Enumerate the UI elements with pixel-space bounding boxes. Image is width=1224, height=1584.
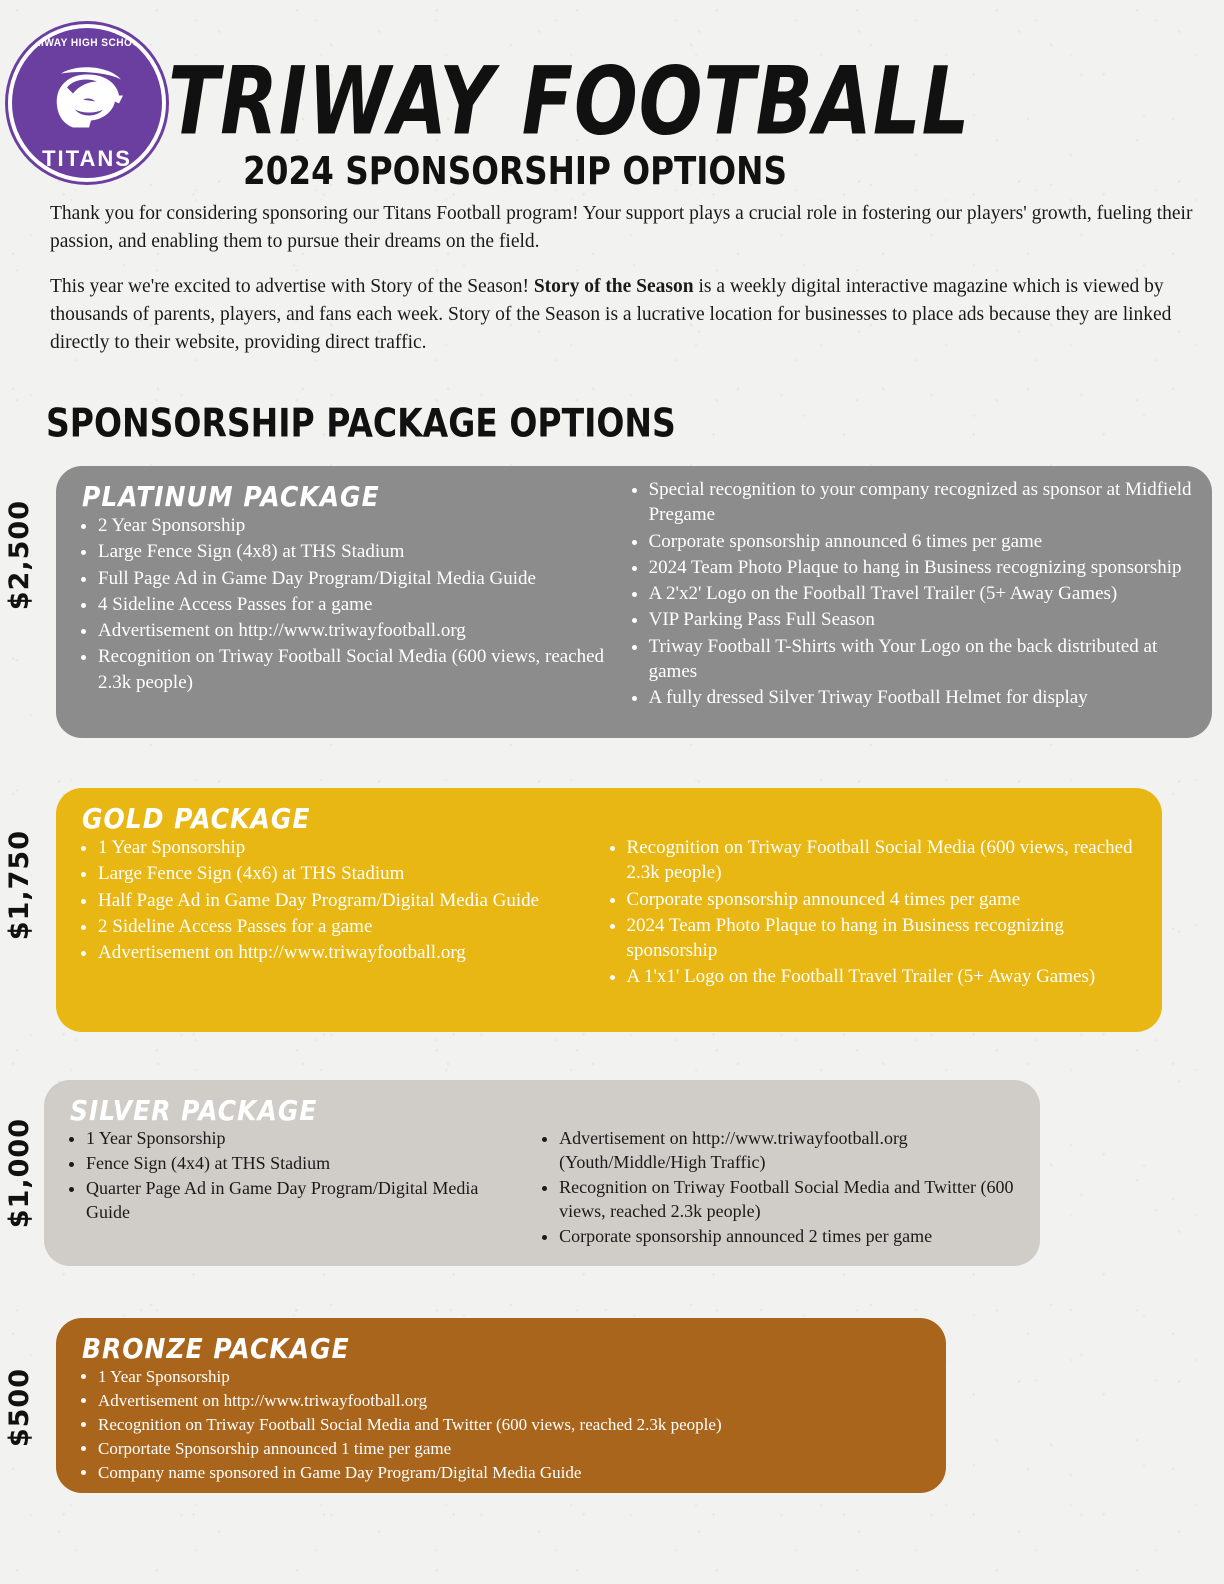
package-feature-item: • Advertisement on http://www.triwayfootball.org xyxy=(98,618,609,643)
page-subtitle: 2024 SPONSORSHIP OPTIONS xyxy=(243,148,787,194)
price-silver: $1,000 xyxy=(4,1118,35,1229)
intro-text xyxy=(50,200,1220,374)
package-feature-item: • Special recognition to your company recognized as sponsor at Midfield Pregame xyxy=(649,477,1192,528)
price-gold: $1,750 xyxy=(4,830,35,941)
package-feature-item: • Corporate sponsorship announced 2 times per game xyxy=(559,1225,1020,1249)
package-feature-item: • Recognition on Triway Football Social Media and Twitter (600 views, reached 2.3k people) xyxy=(98,1413,926,1436)
gold-features-right xyxy=(605,835,1142,991)
package-feature-item: • 2 Sideline Access Passes for a game xyxy=(98,914,587,939)
package-feature-item: • Recognition on Triway Football Social Media (600 views, reached 2.3k people) xyxy=(627,835,1142,886)
logo-top-text: TRIWAY HIGH SCHOOL xyxy=(26,37,148,49)
package-feature-item: • Triway Football T-Shirts with Your Logo on the back distributed at games xyxy=(649,634,1192,685)
package-feature-item: • Corportate Sponsorship announced 1 time per game xyxy=(98,1437,926,1460)
package-feature-item: • Full Page Ad in Game Day Program/Digital Media Guide xyxy=(98,566,609,591)
package-feature-item: • Large Fence Sign (4x6) at THS Stadium xyxy=(98,861,587,886)
page-header xyxy=(0,18,1224,194)
platinum-features-left xyxy=(76,513,609,711)
package-title-silver: SILVER PACKAGE xyxy=(70,1094,318,1127)
silver-columns xyxy=(64,1125,1020,1250)
package-feature-item: • Half Page Ad in Game Day Program/Digital Media Guide xyxy=(98,888,587,913)
package-feature-item: • Advertisement on http://www.triwayfootball.org (Youth/Middle/High Traffic) xyxy=(559,1127,1020,1175)
package-feature-item: • A 1'x1' Logo on the Football Travel Trailer (5+ Away Games) xyxy=(627,964,1142,989)
package-feature-item: • 2024 Team Photo Plaque to hang in Business recognizing sponsorship xyxy=(627,913,1142,964)
package-feature-item: • Fence Sign (4x4) at THS Stadium xyxy=(86,1152,519,1176)
bronze-features-left xyxy=(76,1365,926,1486)
package-title-platinum: PLATINUM PACKAGE xyxy=(82,480,380,513)
logo-bottom-text: TITANS xyxy=(42,146,132,171)
silver-features-right xyxy=(537,1127,1020,1250)
package-feature-item: • Recognition on Triway Football Social Media (600 views, reached 2.3k people) xyxy=(98,644,609,695)
package-feature-item: • 1 Year Sponsorship xyxy=(98,835,587,860)
package-feature-item: • Corporate sponsorship announced 6 times per game xyxy=(649,529,1192,554)
package-feature-item: • A 2'x2' Logo on the Football Travel Trailer (5+ Away Games) xyxy=(649,581,1192,606)
package-feature-item: • Large Fence Sign (4x8) at THS Stadium xyxy=(98,539,609,564)
gold-features-left xyxy=(76,835,587,991)
package-card-gold xyxy=(56,788,1162,1032)
bronze-columns xyxy=(76,1363,926,1486)
intro-p2-part2: is a weekly digital interactive magazine which is viewed by thousands of parents, players, and fans each week. Story of the Season is a lucrative location for businesses to place ads because they are linked directly to their website, providing direct traffic. xyxy=(50,276,1172,353)
intro-paragraph-2 xyxy=(50,273,1220,356)
page-title: TRIWAY FOOTBALL xyxy=(168,46,971,156)
package-feature-item: • 1 Year Sponsorship xyxy=(86,1127,519,1151)
package-card-platinum xyxy=(56,466,1212,738)
intro-paragraph-1: Thank you for considering sponsoring our Titans Football program! Your support plays a crucial role in fostering our players' growth, fueling their passion, and enabling them to pursue their dreams on the field. xyxy=(50,203,1193,252)
package-feature-item: • 2024 Team Photo Plaque to hang in Business recognizing sponsorship xyxy=(649,555,1192,580)
package-feature-item: • VIP Parking Pass Full Season xyxy=(649,607,1192,632)
silver-features-left xyxy=(64,1127,519,1250)
package-feature-item: • 1 Year Sponsorship xyxy=(98,1365,926,1388)
gold-columns xyxy=(76,833,1142,991)
price-bronze: $500 xyxy=(4,1368,35,1448)
package-feature-item: • A fully dressed Silver Triway Football Helmet for display xyxy=(649,685,1192,710)
package-feature-item: • 4 Sideline Access Passes for a game xyxy=(98,592,609,617)
package-feature-item: • Advertisement on http://www.triwayfootball.org xyxy=(98,940,587,965)
triway-titans-logo xyxy=(8,24,166,182)
package-feature-item: • Recognition on Triway Football Social Media and Twitter (600 views, reached 2.3k people) xyxy=(559,1176,1020,1224)
package-card-silver xyxy=(44,1080,1040,1266)
section-heading: SPONSORSHIP PACKAGE OPTIONS xyxy=(46,400,676,447)
package-feature-item: • 2 Year Sponsorship xyxy=(98,513,609,538)
package-title-bronze: BRONZE PACKAGE xyxy=(82,1332,350,1365)
package-feature-item: • Company name sponsored in Game Day Program/Digital Media Guide xyxy=(98,1461,926,1484)
package-title-gold: GOLD PACKAGE xyxy=(82,802,311,835)
titan-head-icon xyxy=(39,66,135,138)
package-feature-item: • Advertisement on http://www.triwayfootball.org xyxy=(98,1389,926,1412)
package-feature-item: • Corporate sponsorship announced 4 times per game xyxy=(627,887,1142,912)
story-of-the-season-bold: Story of the Season xyxy=(533,276,694,298)
package-feature-item: • Quarter Page Ad in Game Day Program/Digital Media Guide xyxy=(86,1177,519,1225)
intro-p2-part1: This year we're excited to advertise with Story of the Season! xyxy=(50,276,534,298)
price-platinum: $2,500 xyxy=(4,500,35,611)
package-card-bronze xyxy=(56,1318,946,1493)
